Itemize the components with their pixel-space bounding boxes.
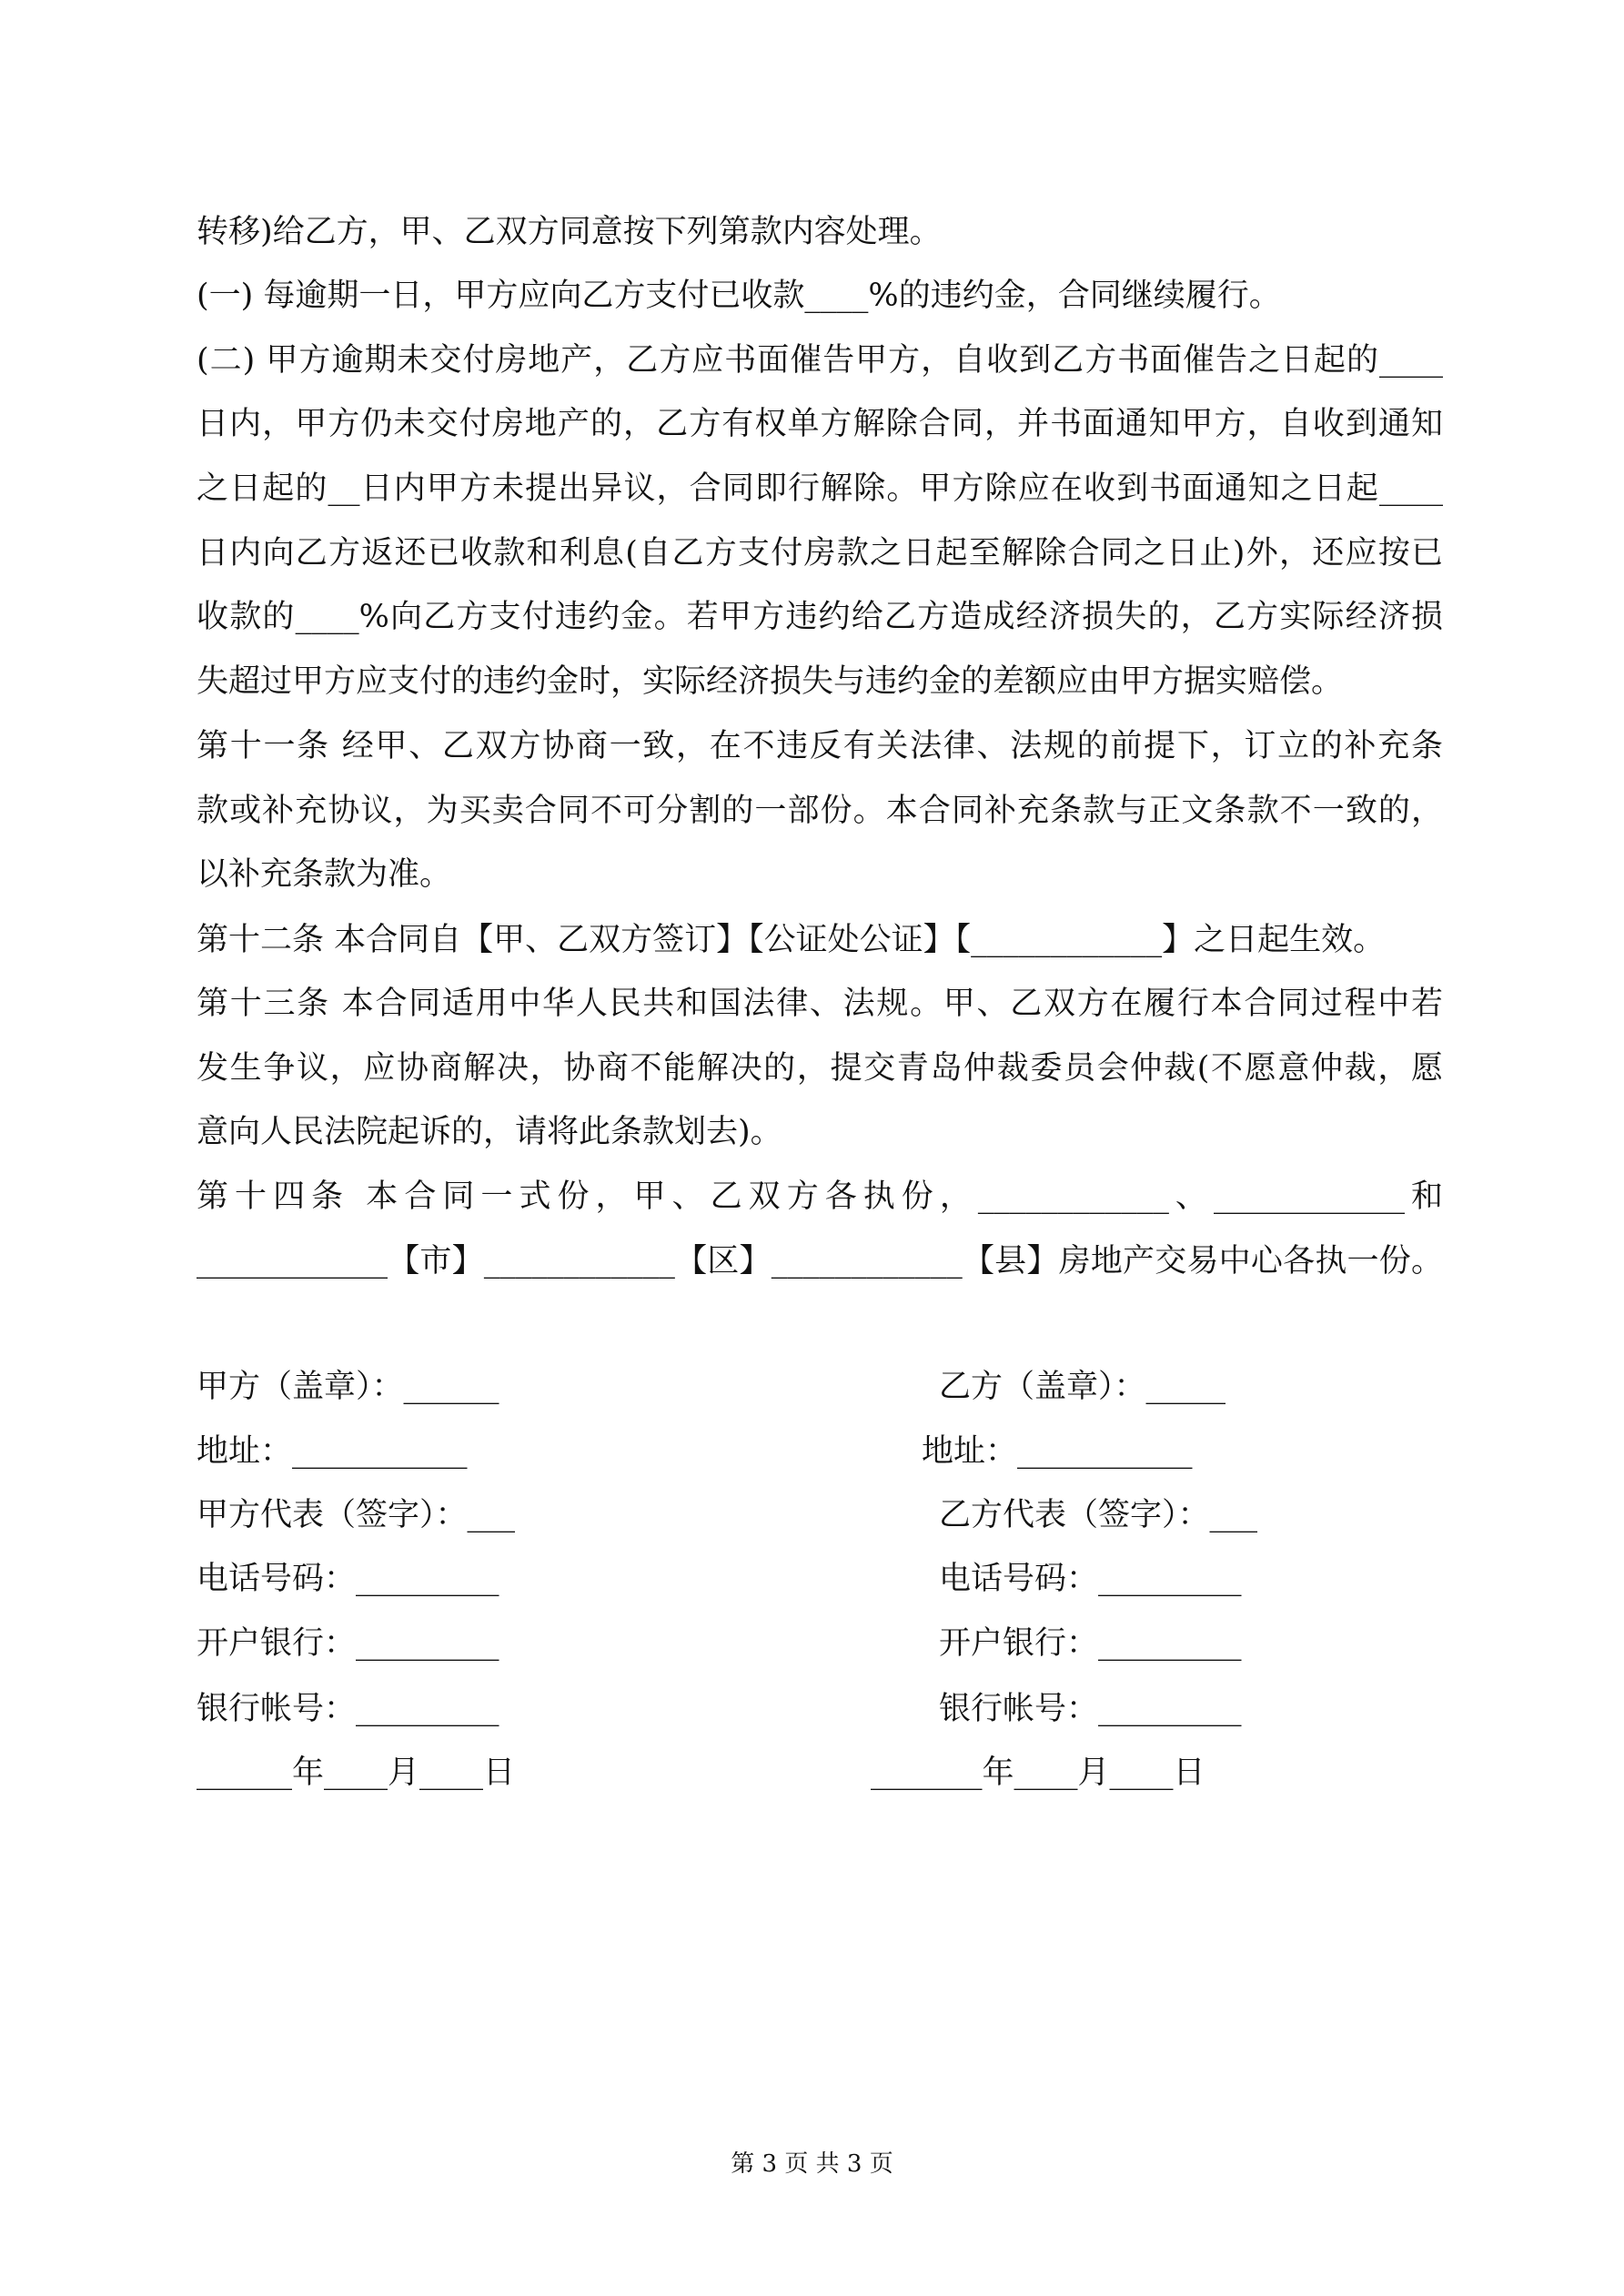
party-b-date: _______年____月____日 <box>871 1755 1205 1791</box>
body-line: 第十一条 经甲、乙双方协商一致，在不违反有关法律、法规的前提下，订立的补充条 <box>197 728 1443 764</box>
body-line: 之日起的__日内甲方未提出异议，合同即行解除。甲方除应在收到书面通知之日起____ <box>197 470 1443 507</box>
body-line: 转移)给乙方，甲、乙双方同意按下列第款内容处理。 <box>197 214 942 250</box>
body-line: 款或补充协议，为买卖合同不可分割的一部份。本合同补充条款与正文条款不一致的， <box>197 793 1443 829</box>
party-b-seal: 乙方（盖章）：_____ <box>939 1369 1226 1405</box>
body-line: 意向人民法院起诉的，请将此条款划去)。 <box>197 1114 782 1150</box>
party-b-phone: 电话号码：_________ <box>939 1561 1242 1597</box>
party-a-account: 银行帐号：_________ <box>197 1691 499 1727</box>
body-line: 发生争议，应协商解决，协商不能解决的，提交青岛仲裁委员会仲裁(不愿意仲裁，愿 <box>197 1050 1443 1087</box>
body-line: 第十二条 本合同自【甲、乙双方签订】【公证处公证】【____________】之日起生效。 <box>197 922 1386 958</box>
body-line: 日内向乙方返还已收款和利息(自乙方支付房款之日起至解除合同之日止)外，还应按已 <box>197 535 1443 571</box>
party-b-account: 银行帐号：_________ <box>939 1691 1242 1727</box>
party-b-address: 地址：___________ <box>922 1433 1193 1470</box>
body-line: 失超过甲方应支付的违约金时，实际经济损失与违约金的差额应由甲方据实赔偿。 <box>197 663 1344 700</box>
body-line: (二) 甲方逾期未交付房地产，乙方应书面催告甲方，自收到乙方书面催告之日起的____ <box>197 342 1443 379</box>
body-line: 收款的____%向乙方支付违约金。若甲方违约给乙方造成经济损失的，乙方实际经济损 <box>197 599 1443 635</box>
party-a-seal: 甲方（盖章）：______ <box>197 1369 499 1405</box>
party-b-representative: 乙方代表（签字）：___ <box>939 1497 1258 1533</box>
body-line: 日内，甲方仍未交付房地产的，乙方有权单方解除合同，并书面通知甲方，自收到通知 <box>197 406 1443 442</box>
party-a-phone: 电话号码：_________ <box>197 1561 499 1597</box>
body-line: ____________【市】____________【区】____________【县】房地产交易中心各执一份。 <box>197 1243 1443 1279</box>
party-a-date: ______年____月____日 <box>197 1755 516 1791</box>
party-a-bank: 开户银行：_________ <box>197 1625 499 1662</box>
page-number: 第 3 页 共 3 页 <box>731 2150 893 2178</box>
party-a-representative: 甲方代表（签字）：___ <box>197 1497 516 1533</box>
body-line: (一) 每逾期一日，甲方应向乙方支付已收款____%的违约金，合同继续履行。 <box>197 278 1281 314</box>
body-line: 以补充条款为准。 <box>197 856 452 893</box>
party-b-bank: 开户银行：_________ <box>939 1625 1242 1662</box>
party-a-address: 地址：___________ <box>197 1433 468 1470</box>
body-line: 第十三条 本合同适用中华人民共和国法律、法规。甲、乙双方在履行本合同过程中若 <box>197 986 1443 1022</box>
body-line: 第十四条 本合同一式份，甲、乙双方各执份，____________、____________和 <box>197 1178 1443 1215</box>
